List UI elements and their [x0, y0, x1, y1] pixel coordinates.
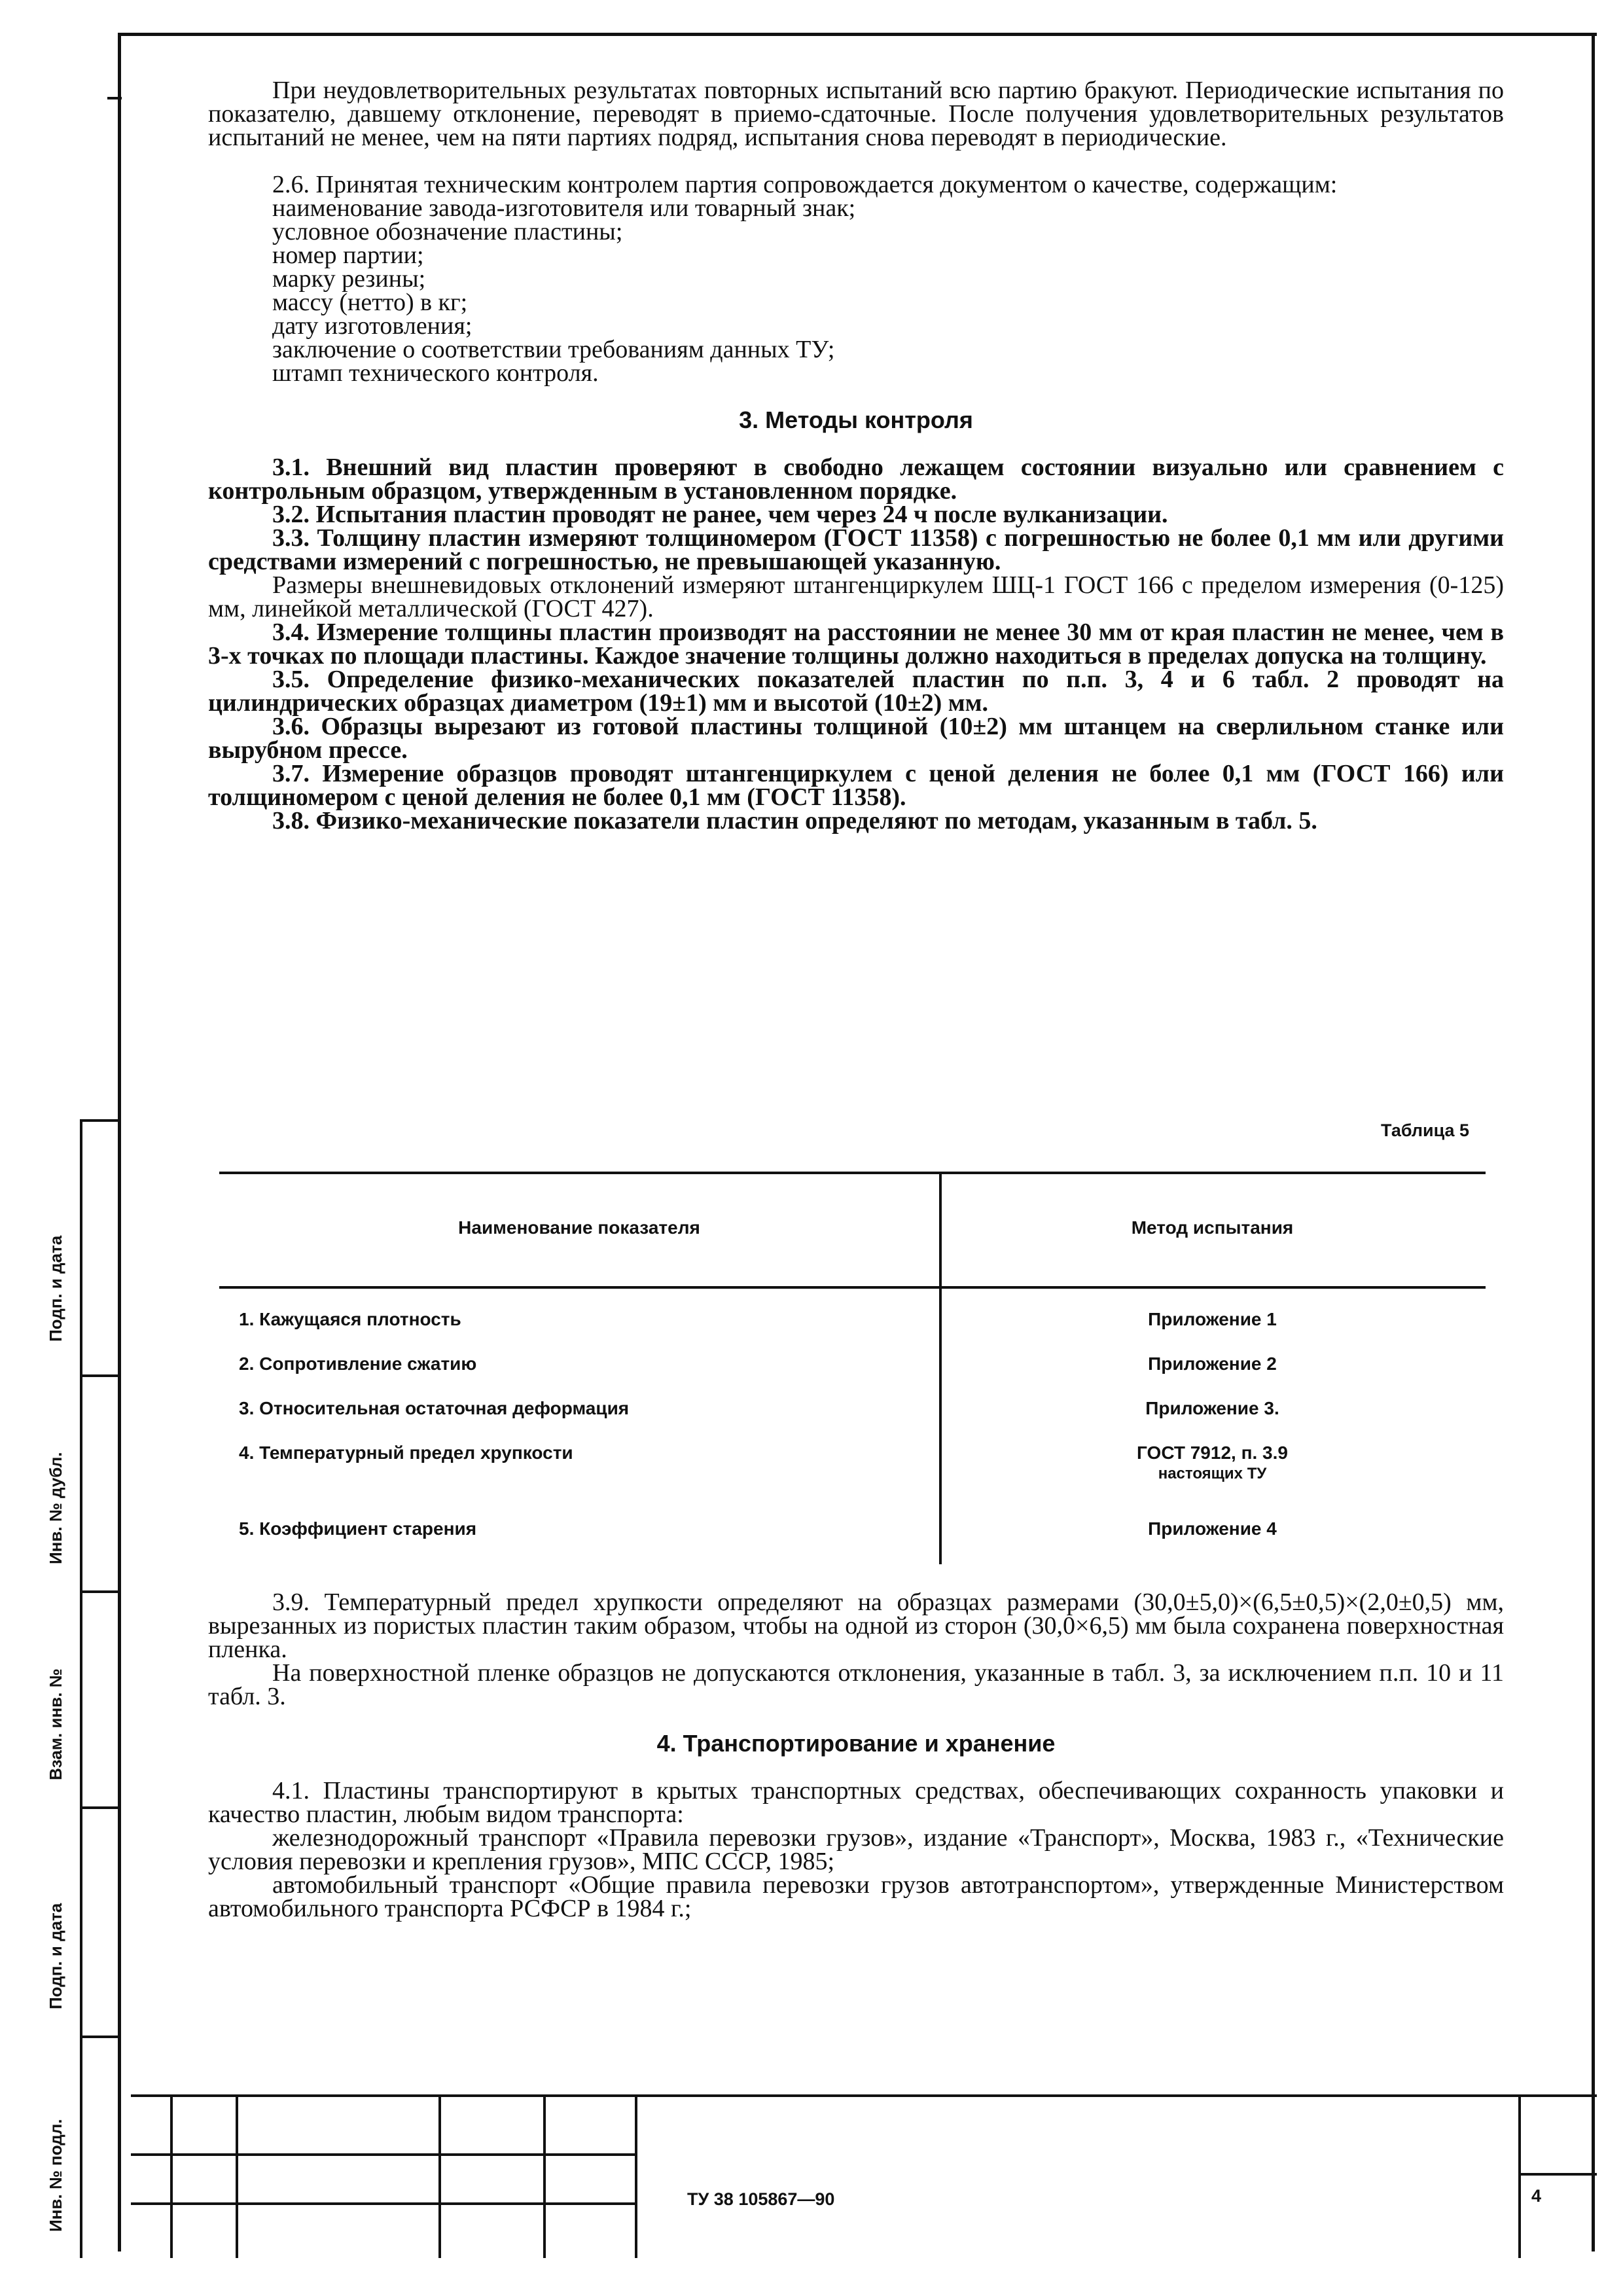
stamp-divider: [438, 2094, 441, 2258]
table-row-name: 4. Температурный предел хрупкости: [239, 1443, 573, 1463]
table-row-method-note: настоящих ТУ: [1158, 1465, 1267, 1482]
page-number: 4: [1531, 2186, 1542, 2206]
stamp-rule: [131, 2094, 1597, 2097]
list-item: заключение о соответствии требованиям данных ТУ;: [272, 336, 835, 363]
list-item: массу (нетто) в кг;: [272, 289, 468, 316]
table-header-rule: [219, 1286, 1486, 1289]
stamp-rule: [1518, 2173, 1597, 2176]
side-stamp-column: [33, 1119, 118, 2258]
table-row-method: Приложение 4: [1148, 1518, 1277, 1539]
stamp-rule: [131, 2153, 635, 2156]
table-row-method: Приложение 1: [1148, 1309, 1277, 1329]
table-caption: Таблица 5: [1381, 1121, 1470, 1140]
side-label-duplicate-no: Инв. № дубл.: [46, 1452, 65, 1564]
stamp-rule: [131, 2202, 635, 2205]
table-row-method: Приложение 2: [1148, 1354, 1277, 1374]
paragraph-3-7: 3.7. Измерение образцов проводят штангенциркулем с ценой деления не более 0,1 мм (ГОСТ 166) или толщиномером с ценой деления не более 0,1 мм (ГОСТ 11358).: [208, 760, 1504, 811]
table-header-method: Метод испытания: [1131, 1217, 1294, 1238]
stamp-divider: [170, 2094, 173, 2258]
side-stamp-rule: [80, 1119, 118, 1122]
table-row-name: 2. Сопротивление сжатию: [239, 1354, 477, 1374]
list-item: условное обозначение пластины;: [272, 218, 623, 245]
table-row-name: 1. Кажущаяся плотность: [239, 1309, 461, 1329]
stamp-divider: [543, 2094, 546, 2258]
document-body-bottom: [208, 1590, 1504, 1920]
side-stamp-rule: [80, 2036, 118, 2038]
side-stamp-line: [80, 1119, 82, 2258]
side-label-replacement-no: Взам. инв. №: [46, 1668, 65, 1780]
stamp-divider: [1518, 2094, 1521, 2258]
list-item: номер партии;: [272, 242, 424, 269]
table-header-indicator: Наименование показателя: [458, 1217, 700, 1238]
table-row-method: Приложение 3.: [1145, 1398, 1279, 1418]
title-block-stamp: [118, 2094, 1597, 2258]
side-stamp-rule: [80, 1590, 118, 1593]
methods-table: [219, 1172, 1486, 1577]
side-stamp-rule: [80, 1374, 118, 1377]
side-label-signature-date: Подп. и дата: [46, 1903, 65, 2009]
stamp-divider: [635, 2094, 637, 2258]
paragraph-4-1-auto: автомобильный транспорт «Общие правила перевозки грузов автотранспортом», утвержденные Министерством автомобильного транспорта РСФСР в 1984 г.;: [208, 1871, 1504, 1922]
table-row-method: ГОСТ 7912, п. 3.9: [1137, 1443, 1288, 1463]
list-item: наименование завода-изготовителя или товарный знак;: [272, 194, 856, 222]
section-4-heading: 4. Транспортирование и хранение: [656, 1730, 1056, 1757]
side-stamp-rule: [80, 1806, 118, 1809]
stamp-divider: [236, 2094, 238, 2258]
frame-top-border: [118, 33, 1597, 36]
document-code: ТУ 38 105867—90: [687, 2189, 835, 2209]
paragraph-4-1: 4.1. Пластины транспортируют в крытых транспортных средствах, обеспечивающих сохранность упаковки и качество пластин, любым видом транспорта:: [208, 1777, 1504, 1828]
paragraph-3-9-film: На поверхностной пленке образцов не допускаются отклонения, указанные в табл. 3, за исключением п.п. 10 и 11 табл. 3.: [208, 1659, 1504, 1710]
frame-tick-mark: [107, 97, 122, 99]
list-item: марку резины;: [272, 265, 426, 293]
paragraph-3-6: 3.6. Образцы вырезают из готовой пластины толщиной (10±2) мм штанцем на сверлильном станке или вырубном прессе.: [208, 713, 1504, 764]
paragraph-repeat-tests: При неудовлетворительных результатах повторных испытаний всю партию бракуют. Периодические испытания по показателю, давшему отклонение, переводят в приемо-сдаточные. После получения удовлетворительных результатов испытаний не менее, чем на пяти партиях подряд, испытания снова переводят в периодические.: [208, 77, 1504, 151]
side-label-signature-date: Подп. и дата: [46, 1235, 65, 1342]
list-item: дату изготовления;: [272, 312, 473, 340]
list-item: штамп технического контроля.: [272, 359, 599, 387]
paragraph-3-8: 3.8. Физико-механические показатели пластин определяют по методам, указанным в табл. 5.: [272, 807, 1317, 834]
paragraph-3-3-sizes: Размеры внешневидовых отклонений измеряют штангенциркулем ШЦ-1 ГОСТ 166 с пределом измерения (0-125) мм, линейкой металлической (ГОСТ 427).: [208, 571, 1504, 622]
paragraph-3-5: 3.5. Определение физико-механических показателей пластин по п.п. 3, 4 и 6 табл. 2 проводят на цилиндрических образцах диаметром (19±1) мм и высотой (10±2) мм.: [208, 666, 1504, 717]
paragraph-3-4: 3.4. Измерение толщины пластин производят на расстоянии не менее 30 мм от края пластин не менее, чем в 3-х точках по площади пластины. Каждое значение толщины должно находиться в пределах допуска на толщину.: [208, 619, 1504, 670]
side-label-original-no: Инв. № подл.: [46, 2119, 65, 2232]
section-3-heading: 3. Методы контроля: [739, 406, 973, 433]
paragraph-3-9: 3.9. Температурный предел хрупкости определяют на образцах размерами (30,0±5,0)×(6,5±0,5)×(2,0±0,5) мм, вырезанных из пористых пластин таким образом, чтобы на одной из сторон (30,0×6,5) мм была сохранена поверхностная пленка.: [208, 1588, 1504, 1663]
paragraph-2-6: 2.6. Принятая техническим контролем партия сопровождается документом о качестве, содержащим:: [272, 171, 1338, 198]
table-top-rule: [219, 1172, 1486, 1174]
frame-right-border: [1592, 33, 1595, 2251]
frame-left-border: [118, 33, 121, 2251]
paragraph-4-1-rail: железнодорожный транспорт «Правила перевозки грузов», издание «Транспорт», Москва, 1983 г., «Технические условия перевозки и крепления грузов», МПС СССР, 1985;: [208, 1824, 1504, 1875]
table-row-name: 5. Коэффициент старения: [239, 1518, 477, 1539]
paragraph-3-3: 3.3. Толщину пластин измеряют толщиномером (ГОСТ 11358) с погрешностью не более 0,1 мм или другими средствами измерений с погрешностью, не превышающей указанную.: [208, 524, 1504, 575]
table-row-name: 3. Относительная остаточная деформация: [239, 1398, 630, 1418]
paragraph-3-2: 3.2. Испытания пластин проводят не ранее, чем через 24 ч после вулканизации.: [272, 501, 1168, 528]
paragraph-3-1: 3.1. Внешний вид пластин проверяют в свободно лежащем состоянии визуально или сравнением с контрольным образцом, утвержденным в установленном порядке.: [208, 454, 1504, 505]
quality-document-list: [208, 196, 1504, 385]
document-body-top: [208, 79, 1504, 833]
